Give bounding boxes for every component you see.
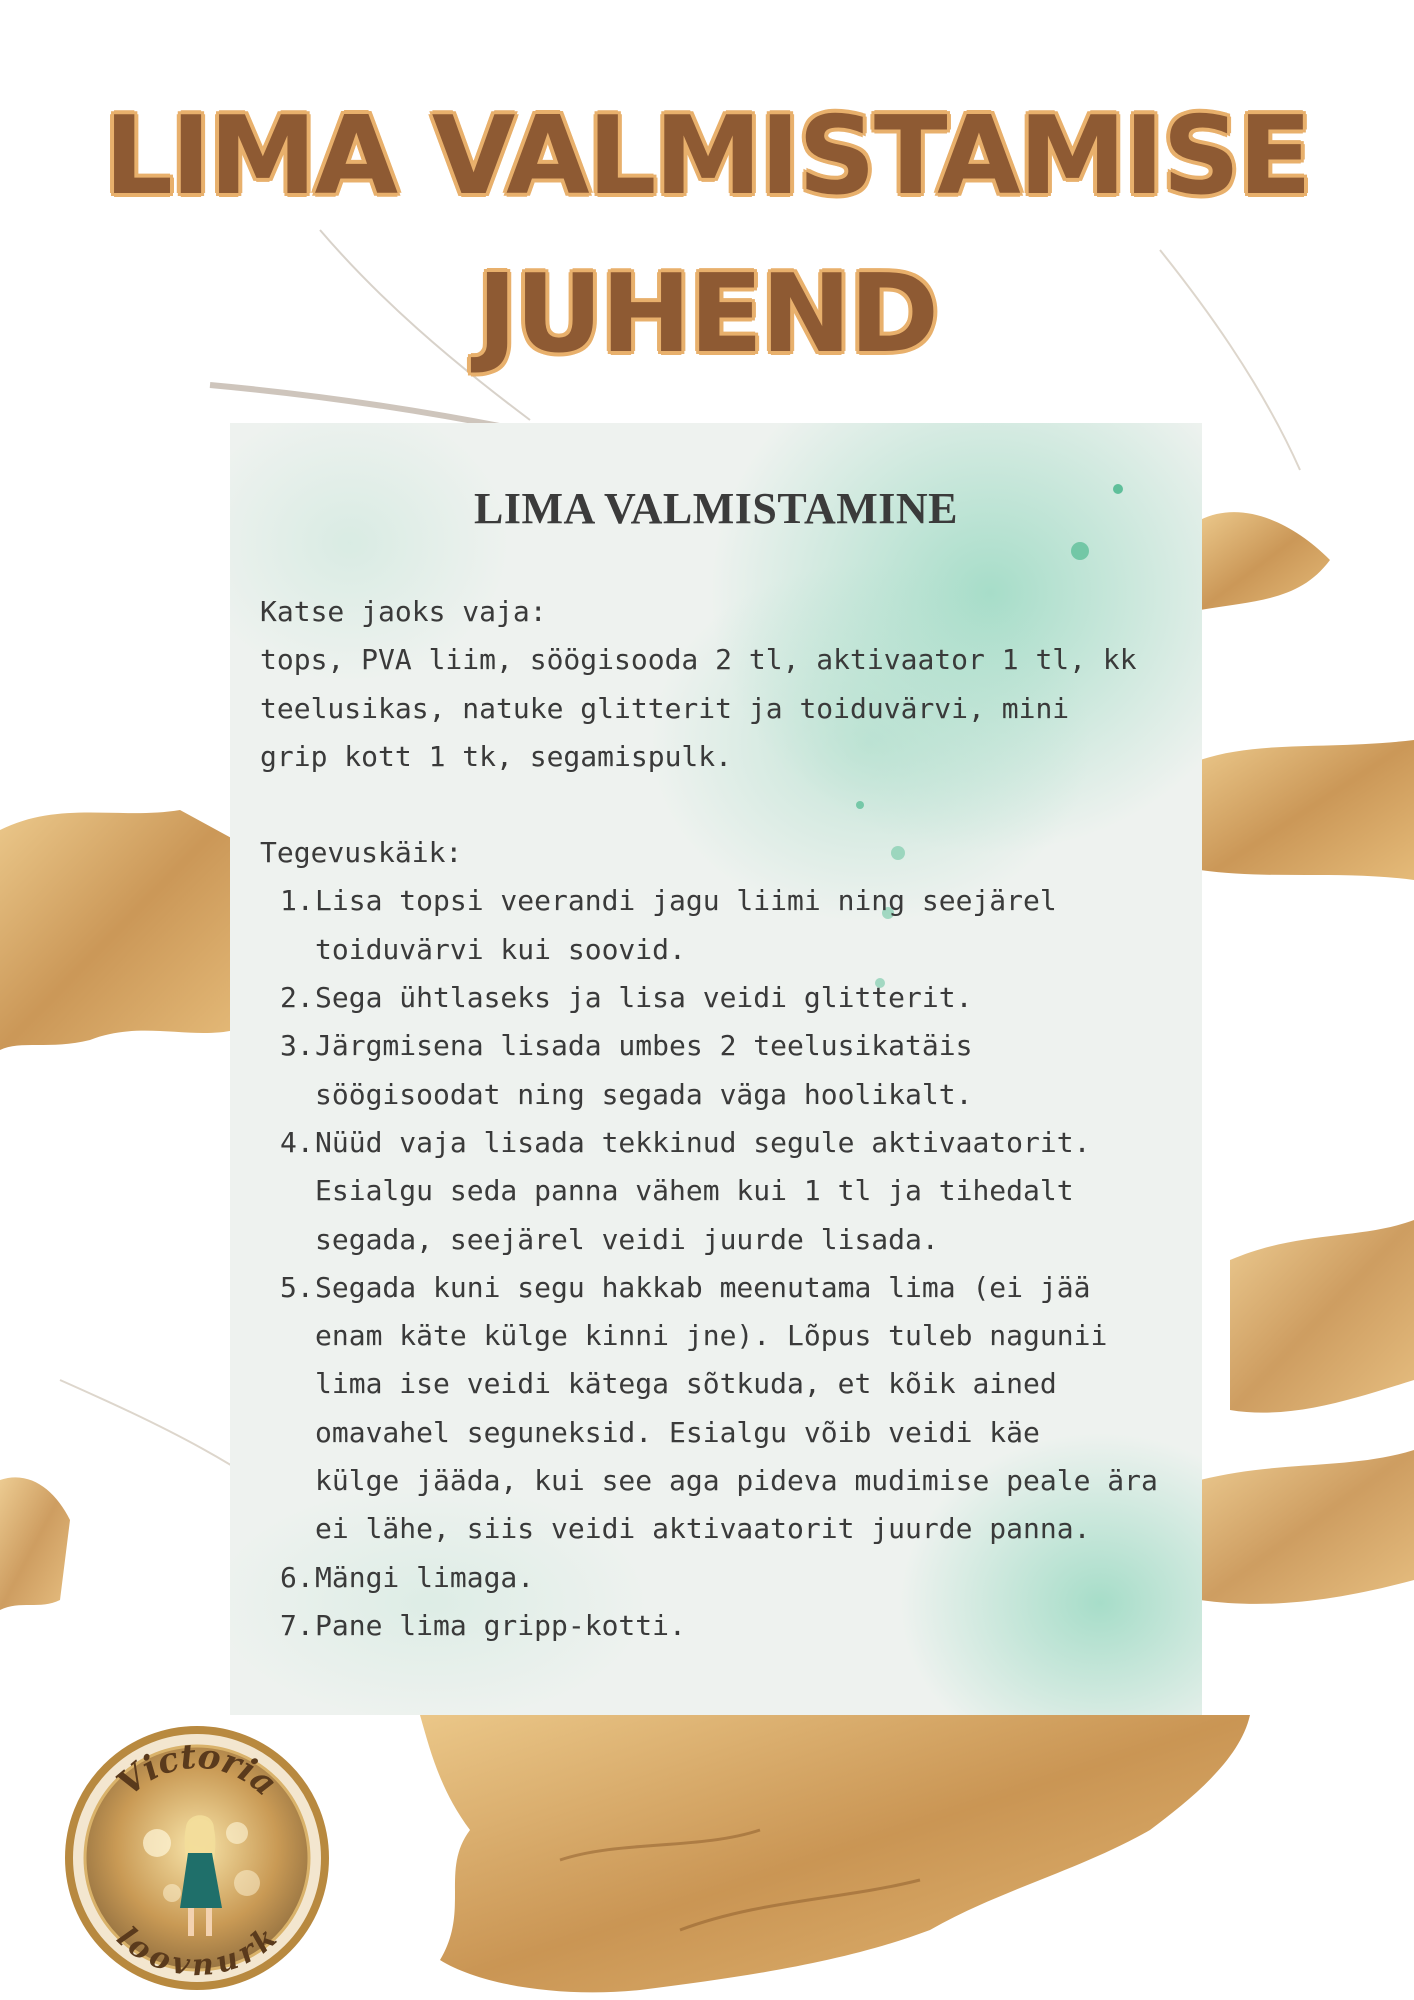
- step-item: [260, 974, 1180, 1022]
- step-number: 7.: [280, 1608, 314, 1642]
- step-number: 6.: [280, 1560, 314, 1594]
- step-line: ei lähe, siis veidi aktivaatorit juurde panna.: [315, 1512, 1091, 1546]
- step-item: [260, 877, 1180, 974]
- needs-label: Katse jaoks vaja:: [260, 595, 547, 628]
- step-line: toiduvärvi kui soovid.: [315, 932, 686, 966]
- step-item: [260, 1554, 1180, 1602]
- card-body: [260, 588, 1180, 1650]
- step-line: Lisa topsi veerandi jagu liimi ning seejärel: [315, 884, 1057, 918]
- step-number: 5.: [280, 1270, 314, 1304]
- victoria-loovnurk-logo: [62, 1723, 332, 1993]
- step-line: külge jääda, kui see aga pideva mudimise peale ära: [315, 1464, 1158, 1498]
- step-number: 4.: [280, 1125, 314, 1159]
- step-line: söögisoodat ning segada väga hoolikalt.: [315, 1077, 973, 1111]
- step-line: omavahel seguneksid. Esialgu võib veidi käe: [315, 1415, 1040, 1449]
- instruction-card: [230, 423, 1202, 1715]
- step-line: enam käte külge kinni jne). Lõpus tuleb nagunii: [315, 1319, 1108, 1353]
- step-line: lima ise veidi kätega sõtkuda, et kõik ained: [315, 1367, 1057, 1401]
- step-line: Järgmisena lisada umbes 2 teelusikatäis: [315, 1029, 973, 1063]
- step-item: [260, 1602, 1180, 1650]
- steps-list: [260, 877, 1180, 1650]
- step-item: [260, 1119, 1180, 1264]
- card-title: LIMA VALMISTAMINE: [473, 484, 959, 533]
- needs-line: teelusikas, natuke glitterit ja toiduvärvi, mini: [260, 691, 1070, 725]
- step-number: 3.: [280, 1029, 314, 1063]
- step-line: segada, seejärel veidi juurde lisada.: [315, 1222, 939, 1256]
- step-item: [260, 1022, 1180, 1119]
- page-title-line-1: LIMA VALMISTAMISE: [104, 94, 1310, 219]
- needs-line: grip kott 1 tk, segamispulk.: [260, 739, 733, 773]
- step-line: Segada kuni segu hakkab meenutama lima (ei jää: [315, 1270, 1091, 1304]
- logo-bottom-text: loovnurk: [109, 1920, 284, 1984]
- step-number: 2.: [280, 981, 314, 1015]
- page-title: [0, 78, 1414, 394]
- step-number: 1.: [280, 884, 314, 918]
- logo-top-text: Victoria: [109, 1736, 285, 1805]
- page-title-line-2: JUHEND: [476, 252, 938, 377]
- step-item: [260, 1264, 1180, 1554]
- step-line: Esialgu seda panna vähem kui 1 tl ja tihedalt: [315, 1174, 1074, 1208]
- step-line: Nüüd vaja lisada tekkinud segule aktivaatorit.: [315, 1125, 1091, 1159]
- needs-line: tops, PVA liim, söögisooda 2 tl, aktivaator 1 tl, kk: [260, 643, 1137, 677]
- steps-label: Tegevuskäik:: [260, 836, 463, 870]
- step-line: Pane lima gripp-kotti.: [315, 1608, 686, 1642]
- step-line: Mängi limaga.: [315, 1560, 535, 1594]
- step-line: Sega ühtlaseks ja lisa veidi glitterit.: [315, 981, 973, 1015]
